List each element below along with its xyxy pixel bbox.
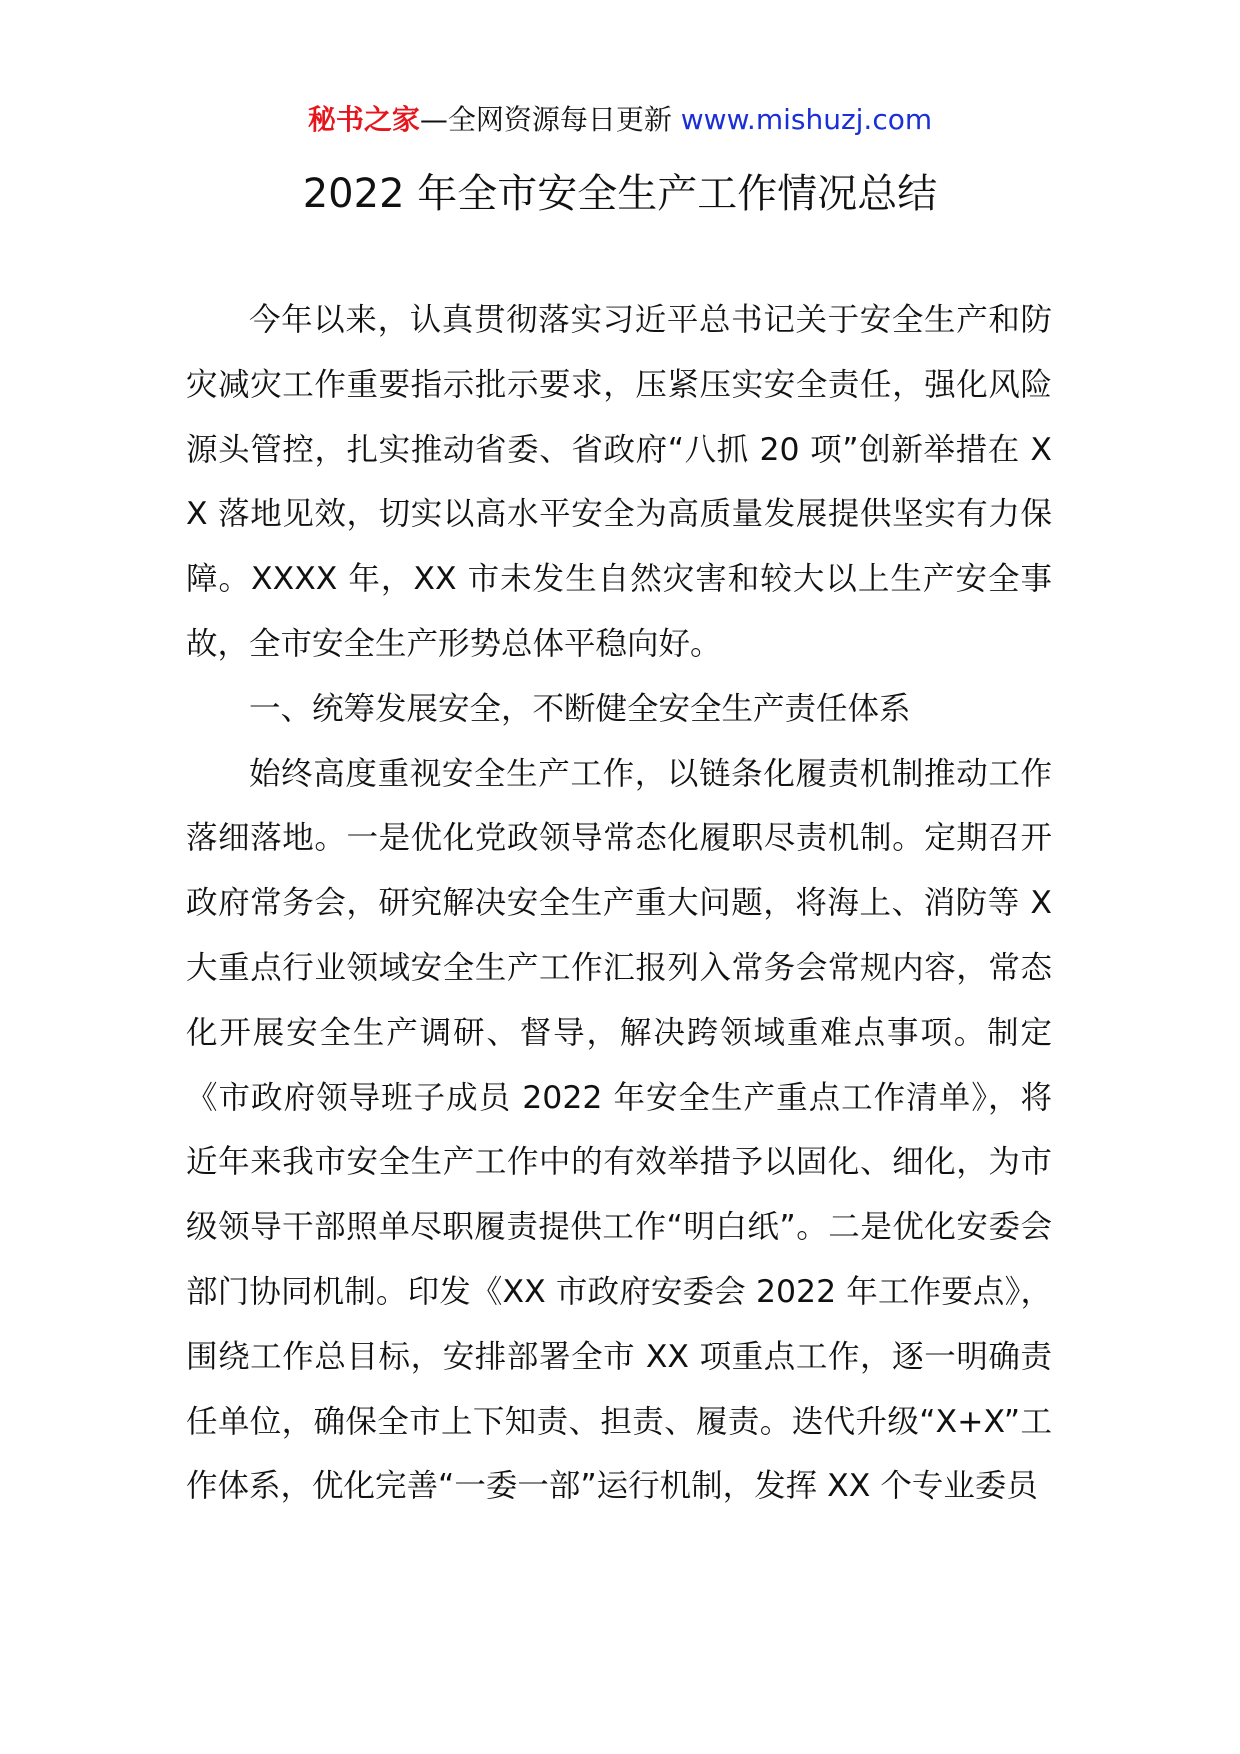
site-header (0, 100, 1240, 140)
site-url-link[interactable]: www.mishuzj.com (680, 103, 933, 136)
intro-paragraph: 今年以来，认真贯彻落实习近平总书记关于安全生产和防灾减灾工作重要指示批示要求，压紧压实安全责任，强化风险源头管控，扎实推动省委、省政府“八抓 20 项”创新举措在 XX 落地见效，切实以高水平安全为高质量发展提供坚实有力保障。XXXX 年，XX 市未发生自然灾害和较大以上生产安全事故，全市安全生产形势总体平稳向好。 (186, 302, 1052, 662)
header-tagline: —全网资源每日更新 (419, 103, 681, 136)
section-1-paragraph: 始终高度重视安全生产工作，以链条化履责机制推动工作落细落地。一是优化党政领导常态化履职尽责机制。定期召开政府常务会，研究解决安全生产重大问题，将海上、消防等 X 大重点行业领域安全生产工作汇报列入常务会常规内容，常态化开展安全生产调研、督导，解决跨领域重难点事项。制定《市政府领导班子成员 2022 年安全生产重点工作清单》，将近年来我市安全生产工作中的有效举措予以固化、细化，为市级领导干部照单尽职履责提供工作“明白纸”。二是优化安委会部门协同机制。印发《XX 市政府安委会 2022 年工作要点》，围绕工作总目标，安排部署全市 XX 项重点工作，逐一明确责任单位，确保全市上下知责、担责、履责。迭代升级“X+X”工作体系，优化完善“一委一部”运行机制，发挥 XX 个专业委员 (186, 755, 1052, 1505)
section-heading-1: 一、统筹发展安全，不断健全安全生产责任体系 (249, 690, 911, 727)
document-body (186, 288, 1052, 1519)
brand-name: 秘书之家 (307, 103, 420, 136)
document-title: 2022 年全市安全生产工作情况总结 (302, 171, 938, 217)
